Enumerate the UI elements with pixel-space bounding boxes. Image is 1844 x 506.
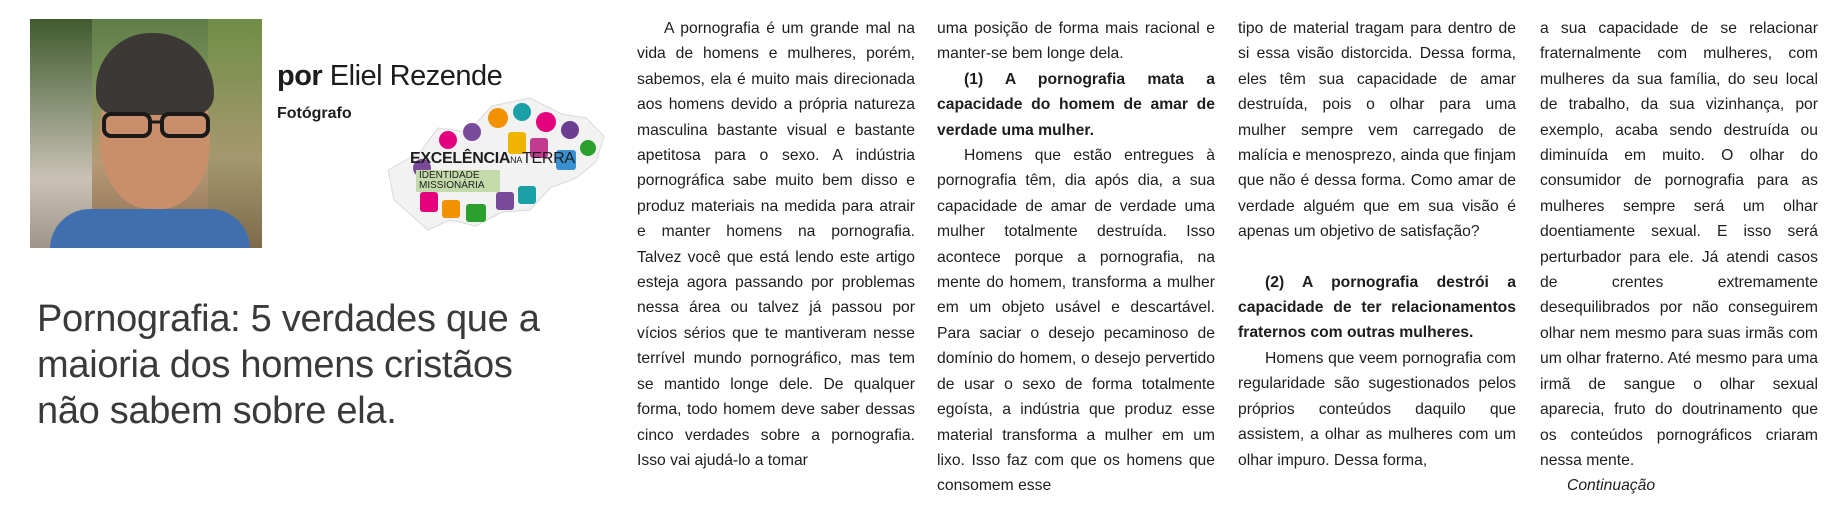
article-subheading-2: (2) A pornografia destrói a capacidade de ter relacionamentos fraternos com outras mulheres. — [1238, 273, 1516, 342]
author-byline — [277, 60, 502, 93]
author-photo — [30, 19, 262, 248]
continuation-label[interactable]: Continuação — [1567, 477, 1656, 495]
author-prefix: por — [277, 60, 323, 92]
article-column-1 — [637, 16, 915, 473]
logo-text — [410, 150, 590, 192]
logo-title-end: TERRA — [522, 150, 575, 167]
article-paragraph-1: Homens que estão entregues à pornografia têm, dia após dia, a sua capacidade de amar de verdade uma mulher totalmente destruída. Isso acontece porque a pornografia, na mente do homem, transforma a mulher em um objeto usável e descartável. Para saciar o desejo pecaminoso de domínio do homem, o desejo pervertido de usar o sexo de forma totalmente egoísta, a indústria que produz esse material transforma a mulher em um lixo. Isso faz com que os homens que consomem esse — [937, 147, 1215, 495]
photo-shirt — [50, 209, 250, 248]
article-column-3 — [1238, 16, 1516, 473]
article-paragraph-2: Homens que veem pornografia com regularidade são sugestionados pelos próprios conteúdos daquilo que assistem, a olhar as mulheres com um olhar impuro. Dessa forma, — [1238, 349, 1516, 469]
article-paragraph-1-end: tipo de material tragam para dentro de si essa visão distorcida. Dessa forma, eles têm sua capacidade de amar destruída, pois o olhar para uma mulher sempre vem carregado de malícia e menosprezo, ainda que finjam que não é dessa forma. Como amar de verdade alguém que em sua visão é apenas um objetivo de satisfação? — [1238, 20, 1516, 241]
logo-subtitle: IDENTIDADE MISSIONÁRIA — [416, 170, 500, 192]
author-role: Fotógrafo — [277, 105, 352, 122]
logo-title — [410, 150, 590, 168]
article-intro: A pornografia é um grande mal na vida de homens e mulheres, porém, sabemos, ela é muito mais direcionada aos homens devido a própria natureza masculina bastante visual e bastante apetitosa para o sexo. A indústria pornográfica sabe muito bem disso e produz materiais na medida para atrair e manter homens na pornografia. Talvez você que está lendo este artigo esteja agora passando por problemas nessa área ou talvez já passou por vícios sérios que te mantiveram nesse terrível mundo pornográfico, mas tem se mantido longe dele. De qualquer forma, todo homem deve saber dessas cinco verdades sobre a pornografia. Isso vai ajudá-lo a tomar — [637, 20, 915, 469]
article-intro-end: uma posição de forma mais racional e manter-se bem longe dela. — [937, 20, 1215, 63]
article-column-4 — [1540, 16, 1818, 499]
logo-title-small: NA — [510, 155, 523, 165]
author-name: Eliel Rezende — [329, 60, 503, 92]
article-headline: Pornografia: 5 verdades que a maioria dos homens cristãos não sabem sobre ela. — [37, 298, 540, 432]
article-paragraph-2-end: a sua capacidade de se relacionar fraternalmente com mulheres, com mulheres da sua família, do seu local de trabalho, da sua vizinhança, por exemplo, acaba sendo destruída ou diminuída em muito. O olhar do consumidor de pornografia para as mulheres sempre será um olhar doentiamente sexual. E isso será perturbador para ele. Já atendi casos de crentes extremamente desequilibrados por não conseguirem olhar nem mesmo para suas irmãs com um olhar fraterno. Até mesmo para uma irmã de sangue o olhar sexual aparecia, fruto do doutrinamento que os conteúdos pornográficos criaram nessa mente. — [1540, 20, 1818, 469]
photo-hair — [96, 33, 214, 115]
glasses-icon — [98, 111, 216, 139]
article-column-2 — [937, 16, 1215, 499]
logo-title-main: EXCELÊNCIA — [410, 150, 511, 167]
article-subheading-1: (1) A pornografia mata a capacidade do homem de amar de verdade uma mulher. — [937, 70, 1215, 139]
